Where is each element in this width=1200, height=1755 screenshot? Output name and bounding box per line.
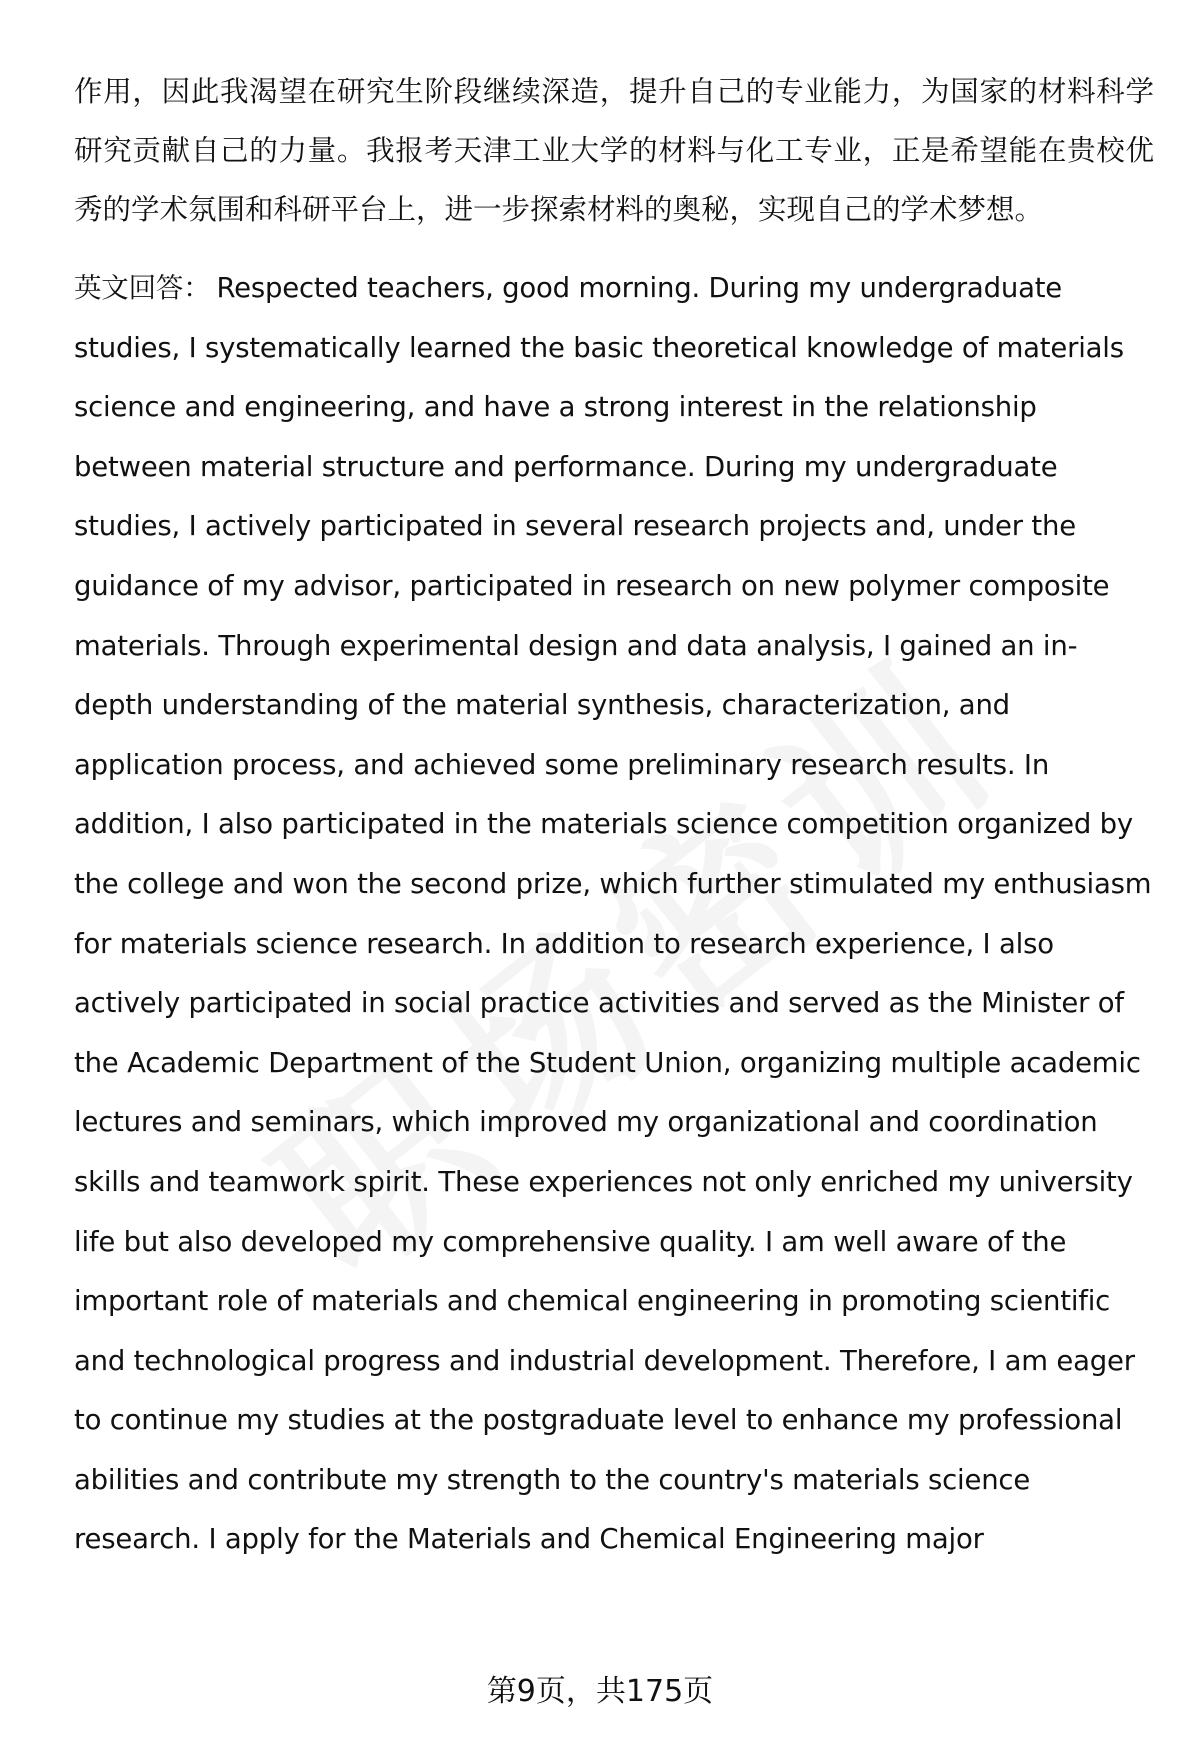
english-answer-text: Respected teachers, good morning. During my undergraduate studies, I systematically learned the basic theoretical knowledge of materials science and engineering, and have a strong interest in the relationship between material structure and performance. During my undergraduate studies, I actively participated in several research projects and, under the guidance of my advisor, participated in research on new polymer composite materials. Through experimental design and data analysis, I gained an in-depth understanding of the material synthesis, characterization, and application process, and achieved some preliminary research results. In addition, I also participated in the materials science competition organized by the college and won the second prize, which further stimulated my enthusiasm for materials science research. In addition to research experience, I also actively participated in social practice activities and served as the Minister of the Academic Department of the Student Union, organizing multiple academic lectures and seminars, which improved my organizational and coordination skills and teamwork spirit. These experiences not only enriched my university life but also developed my comprehensive quality. I am well aware of the important role of materials and chemical engineering in promoting scientific and technological progress and industrial development. Therefore, I am eager to continue my studies at the postgraduate level to enhance my professional abilities and contribute my strength to the country's materials science research. I apply for the Materials and Chemical Engineering major (74, 272, 1152, 1556)
page-number-footer: 第9页，共175页 (486, 1674, 714, 1709)
english-answer-paragraph (74, 259, 1154, 1570)
english-answer-label: 英文回答： (74, 272, 211, 304)
document-body (74, 62, 1154, 1570)
chinese-paragraph: 作用，因此我渴望在研究生阶段继续深造，提升自己的专业能力，为国家的材料科学研究贡献自己的力量。我报考天津工业大学的材料与化工专业，正是希望能在贵校优秀的学术氛围和科研平台上，进一步探索材料的奥秘，实现自己的学术梦想。 (74, 75, 1154, 226)
